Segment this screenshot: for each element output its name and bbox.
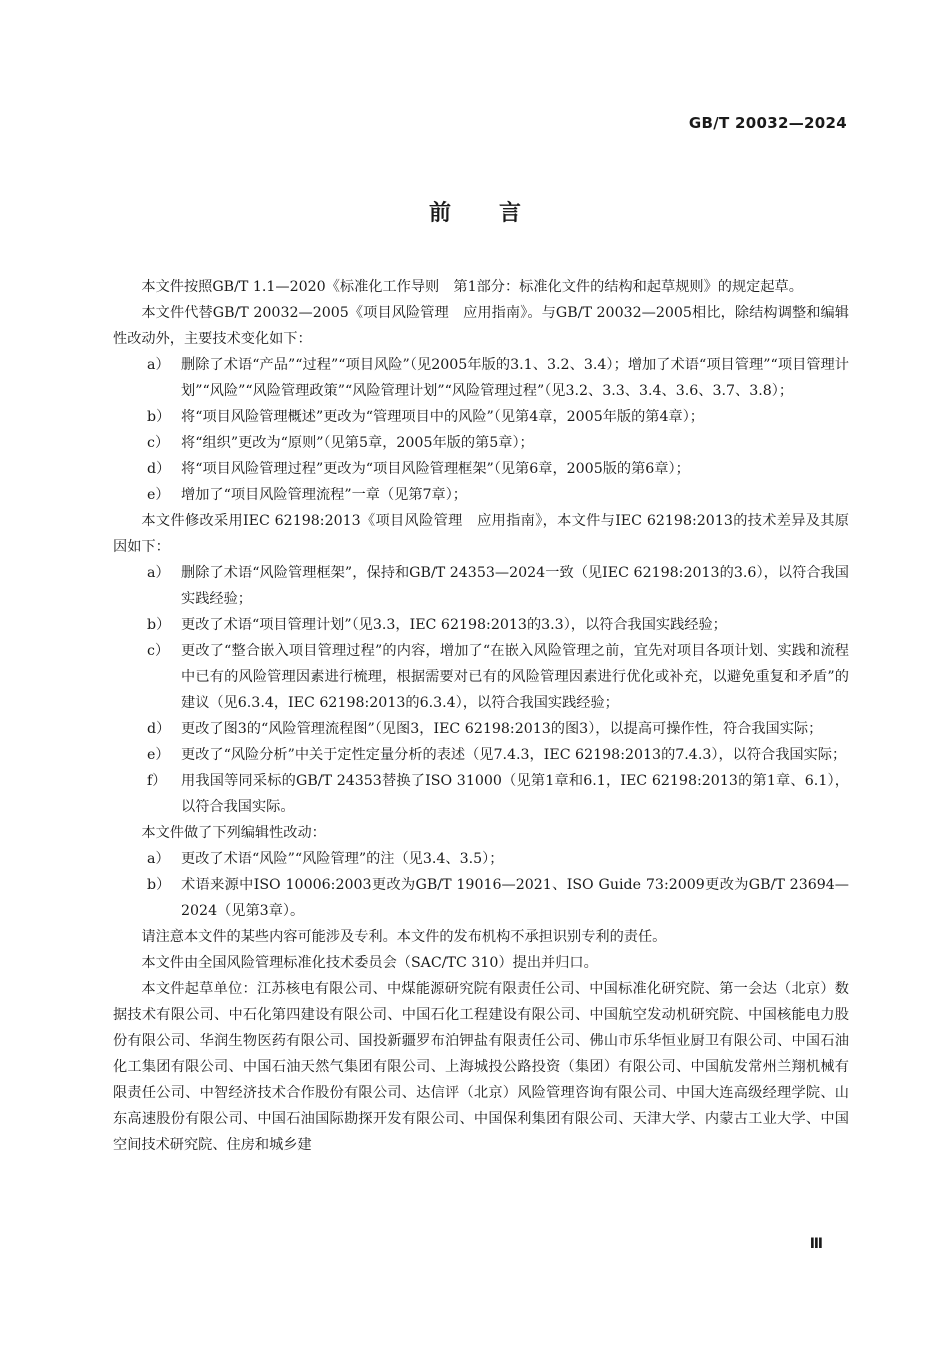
page-title: 前言 — [428, 201, 569, 226]
list-item-label: e） — [147, 747, 170, 763]
list-item-text: 将“项目风险管理概述”更改为“管理项目中的风险”（见第4章，2005年版的第4章）； — [181, 409, 704, 425]
list-item-label: a） — [147, 851, 170, 867]
list-item-label: c） — [147, 435, 170, 451]
list-item-text: 将“组织”更改为“原则”（见第5章，2005年版的第5章）； — [181, 435, 534, 451]
list-item-label: a） — [147, 565, 170, 581]
list-item-label: f） — [147, 773, 167, 789]
list-item-label: d） — [147, 461, 171, 477]
list-item — [113, 352, 849, 404]
list-item-text: 更改了图3的“风险管理流程图”（见图3，IEC 62198:2013的图3），以提高可操作性，符合我国实际； — [181, 721, 823, 737]
list-item-text: 更改了术语“项目管理计划”（见3.3，IEC 62198:2013的3.3），以符合我国实践经验； — [181, 617, 727, 633]
list-item — [113, 742, 849, 768]
list-item — [113, 456, 849, 482]
list-item — [113, 846, 849, 872]
paragraph-patent-notice: 请注意本文件的某些内容可能涉及专利。本文件的发布机构不承担识别专利的责任。 — [141, 929, 667, 945]
list-item-label: b） — [147, 617, 171, 633]
list-item — [113, 612, 849, 638]
list-item — [113, 716, 849, 742]
list-item-text: 更改了术语“风险”“风险管理”的注（见3.4、3.5）； — [181, 851, 504, 867]
list-item — [113, 872, 849, 924]
list-item-text: 删除了术语“风险管理框架”，保持和GB/T 24353—2024一致（见IEC 62198:2013的3.6），以符合我国实践经验； — [181, 565, 849, 607]
editorial-changes-list — [113, 846, 849, 924]
list-item-text: 术语来源中ISO 10006:2003更改为GB/T 19016—2021、ISO Guide 73:2009更改为GB/T 23694—2024（见第3章）。 — [181, 877, 849, 919]
list-item-text: 更改了“风险分析”中关于定性定量分析的表述（见7.4.3，IEC 62198:2013的7.4.3），以符合我国实际； — [181, 747, 847, 763]
list-item-text: 用我国等同采标的GB/T 24353替换了ISO 31000（见第1章和6.1，IEC 62198:2013的第1章、6.1），以符合我国实际。 — [181, 773, 849, 815]
list-item-label: d） — [147, 721, 171, 737]
paragraph-iec-adoption: 本文件修改采用IEC 62198:2013《项目风险管理 应用指南》，本文件与IEC 62198:2013的技术差异及其原因如下： — [113, 513, 849, 555]
list-item — [113, 482, 849, 508]
list-item — [113, 430, 849, 456]
list-item-text: 增加了“项目风险管理流程”一章（见第7章）； — [181, 487, 467, 503]
paragraph-editorial: 本文件做了下列编辑性改动： — [141, 825, 326, 841]
standard-number: GB/T 20032—2024 — [688, 114, 847, 132]
list-item-text: 更改了“整合嵌入项目管理过程”的内容，增加了“在嵌入风险管理之前，宜先对项目各项计划、实践和流程中已有的风险管理因素进行梳理，根据需要对已有的风险管理因素进行优化或补充，以避免重复和矛盾”的建议（见6.3.4，IEC 62198:2013的6.3.4），以符合我国实践经验； — [181, 643, 849, 711]
technical-changes-list — [113, 352, 849, 508]
list-item-text: 删除了术语“产品”“过程”“项目风险”（见2005年版的3.1、3.2、3.4）；增加了术语“项目管理”“项目管理计划”“风险”“风险管理政策”“风险管理计划”“风险管理过程”（见3.2、3.3、3.4、3.6、3.7、3.8）； — [181, 357, 849, 399]
paragraph-drafting-units: 本文件起草单位：江苏核电有限公司、中煤能源研究院有限责任公司、中国标准化研究院、第一会达（北京）数据技术有限公司、中石化第四建设有限公司、中国石化工程建设有限公司、中国航空发动机研究院、中国核能电力股份有限公司、华润生物医药有限公司、国投新疆罗布泊钾盐有限责任公司、佛山市乐华恒业厨卫有限公司、中国石油化工集团有限公司、中国石油天然气集团有限公司、上海城投公路投资（集团）有限公司、中国航发常州兰翔机械有限责任公司、中智经济技术合作股份有限公司、达信评（北京）风险管理咨询有限公司、中国大连高级经理学院、山东高速股份有限公司、中国石油国际勘探开发有限公司、中国保利集团有限公司、天津大学、内蒙古工业大学、中国空间技术研究院、住房和城乡建 — [113, 981, 849, 1153]
list-item — [113, 768, 849, 820]
paragraph-replacement: 本文件代替GB/T 20032—2005《项目风险管理 应用指南》。与GB/T 20032—2005相比，除结构调整和编辑性改动外，主要技术变化如下： — [113, 305, 849, 347]
list-item-label: b） — [147, 877, 171, 893]
iec-differences-list — [113, 560, 849, 820]
list-item — [113, 404, 849, 430]
list-item-label: c） — [147, 643, 170, 659]
list-item-label: a） — [147, 357, 170, 373]
list-item-label: e） — [147, 487, 170, 503]
document-body — [113, 274, 849, 1158]
list-item-text: 将“项目风险管理过程”更改为“项目风险管理框架”（见第6章，2005版的第6章）； — [181, 461, 690, 477]
paragraph-drafting-rules: 本文件按照GB/T 1.1—2020《标准化工作导则 第1部分：标准化文件的结构和起草规则》的规定起草。 — [141, 279, 803, 295]
list-item — [113, 560, 849, 612]
paragraph-committee: 本文件由全国风险管理标准化技术委员会（SAC/TC 310）提出并归口。 — [141, 955, 598, 971]
page-number: Ⅲ — [809, 1236, 823, 1252]
list-item — [113, 638, 849, 716]
list-item-label: b） — [147, 409, 171, 425]
